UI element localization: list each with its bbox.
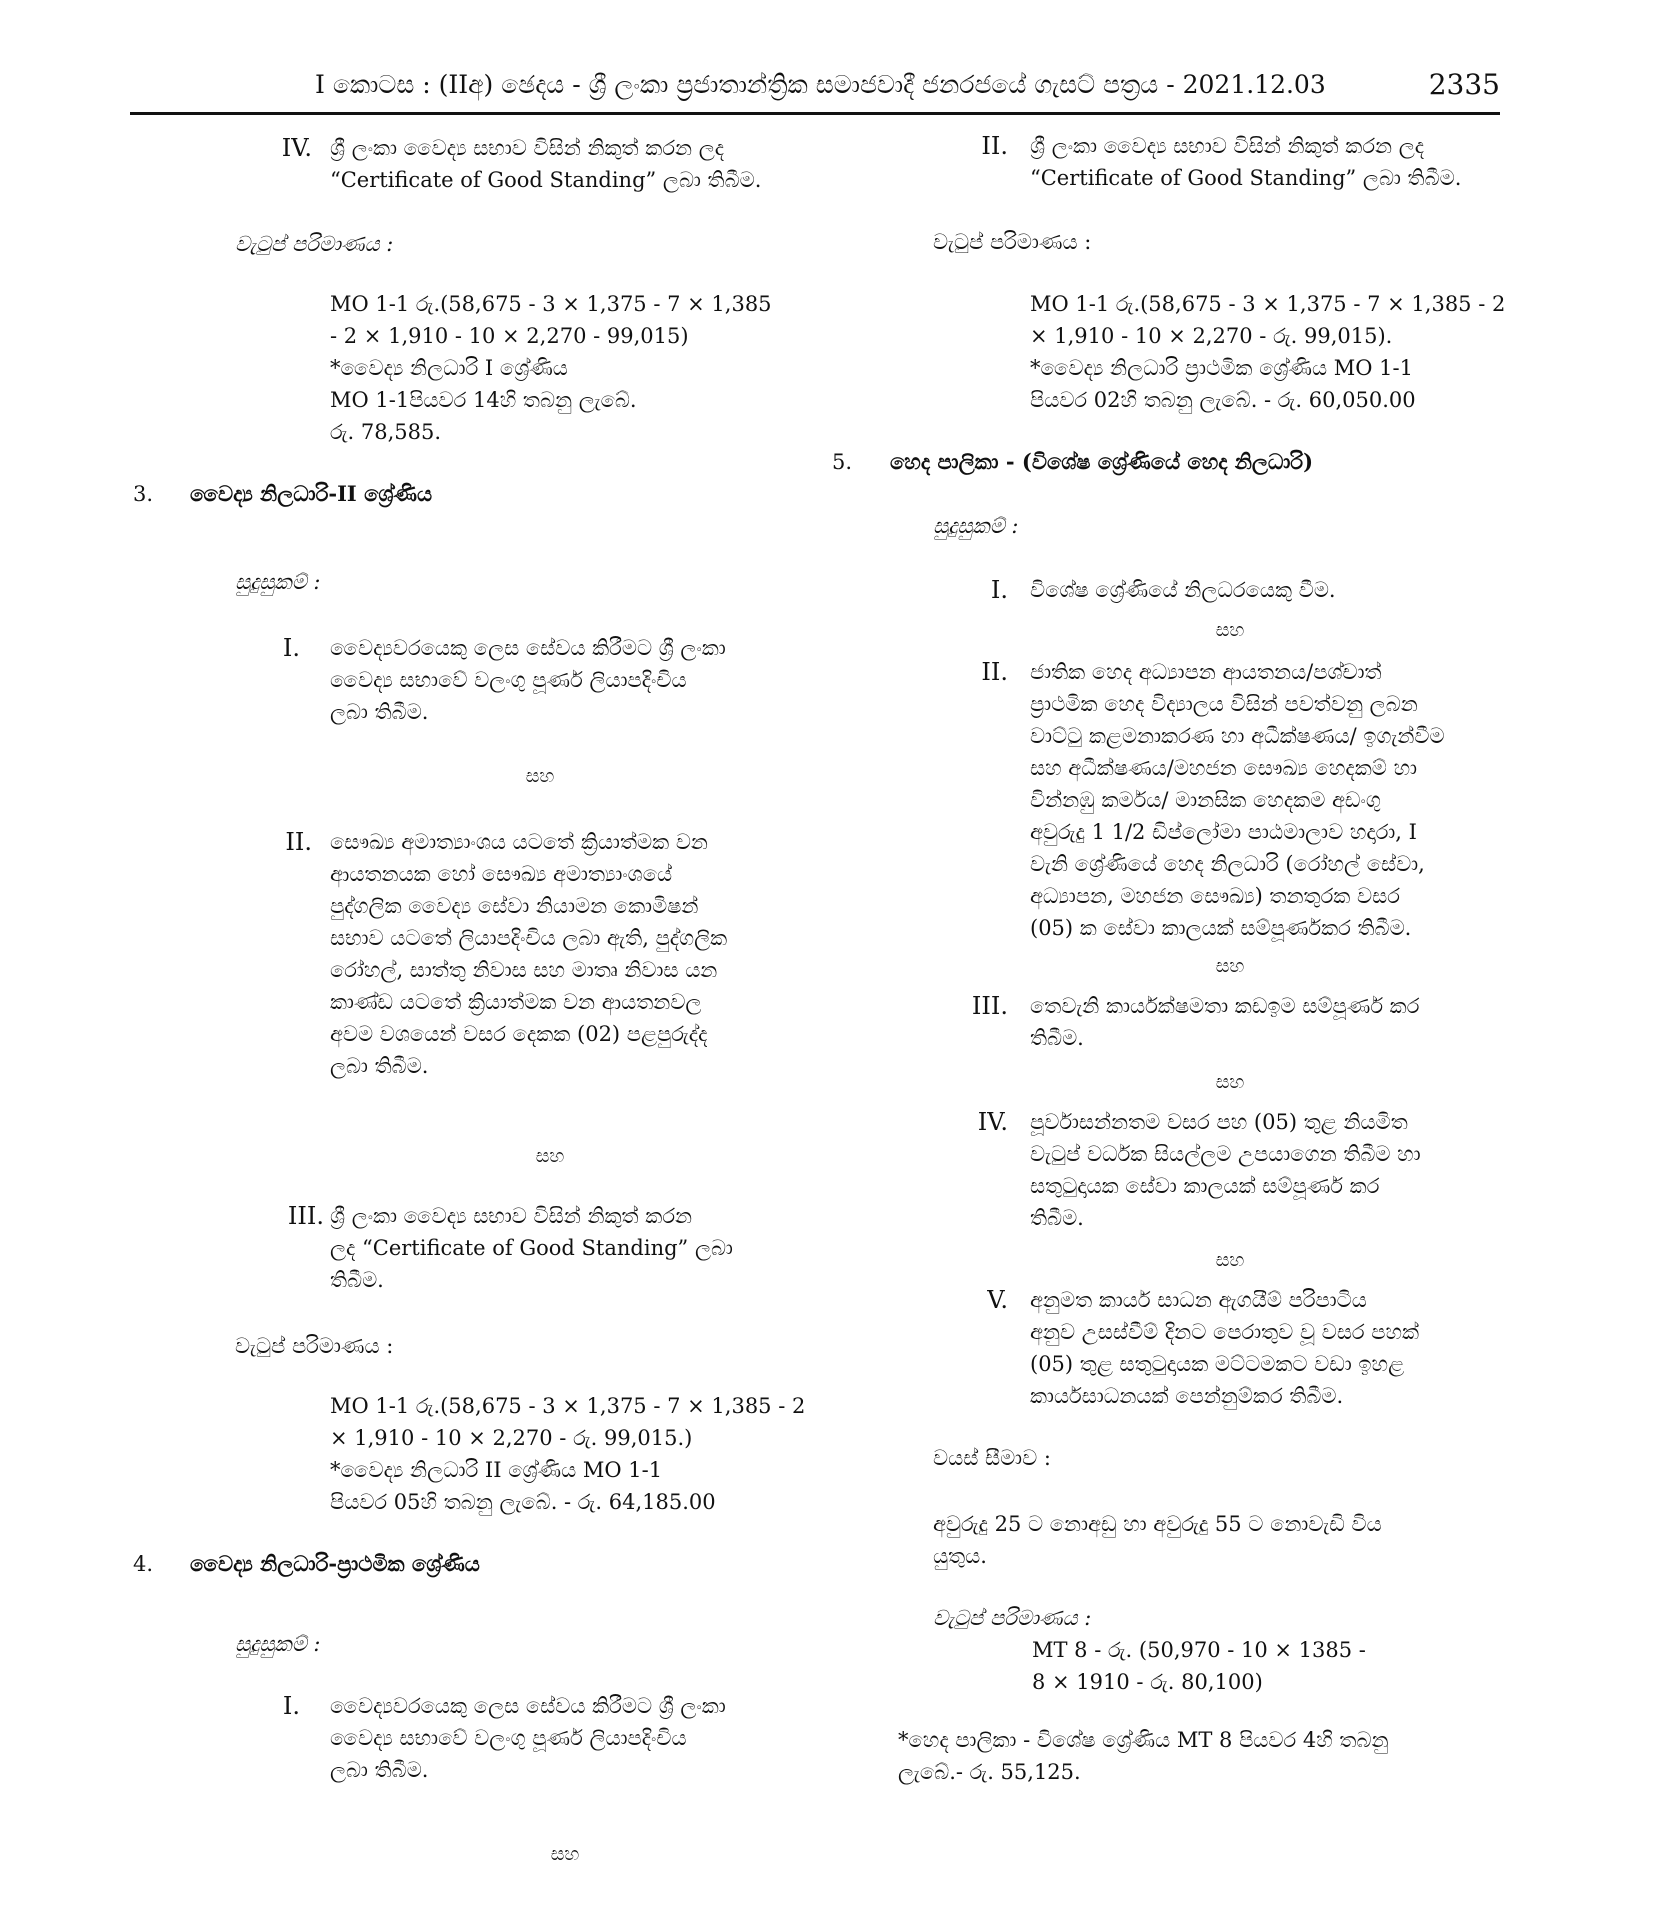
requirement-text <box>1030 656 1500 944</box>
requirement-text <box>1030 130 1500 194</box>
salary-scale-details <box>1032 1634 1366 1698</box>
text-line: සෞඛ්‍ය අමාත්‍යාංශය යටතේ ක්‍රියාත්මක වන <box>330 830 708 854</box>
text-line: කාර්යසාධනයක් පෙන්නුම්කර තිබීම. <box>1030 1384 1344 1408</box>
requirement-text <box>330 632 800 728</box>
salary-note <box>898 1724 1498 1788</box>
header-rule <box>130 112 1500 115</box>
section-number: 5. <box>832 450 853 474</box>
text-line: ශ්‍රී ලංකා වෛද්‍ය සභාව විසින් නිකුත් කරන ලද <box>1030 134 1425 158</box>
and-separator: සහ <box>525 765 555 787</box>
text-line: *වෛද්‍ය නිලධාරි I ශ්‍රේණිය <box>330 356 568 380</box>
item-number: III. <box>971 992 1008 1020</box>
text-line: යුතුය. <box>933 1544 987 1568</box>
text-line: විශේෂ ශ්‍රේණියේ නිලධරයෙකු වීම. <box>1030 578 1336 602</box>
text-line: තිබීම. <box>1030 1026 1084 1050</box>
requirement-text <box>1030 990 1500 1054</box>
text-line: රෝහල්, සාත්තු නිවාස සහ මාතෘ නිවාස යන <box>330 958 718 982</box>
text-line: රු. 78,585. <box>330 420 442 444</box>
text-line: වෛද්‍යවරයෙකු ලෙස සේවය කිරීමට ශ්‍රී ලංකා <box>330 636 726 660</box>
requirement-text <box>1030 574 1500 606</box>
section-heading: හෙද පාලිකා - (විශේෂ ශ්‍රේණියේ හෙද නිලධාරි) <box>890 449 1314 474</box>
text-line: අවම වශයෙන් වසර දෙකක (02) පළපුරුද්ද <box>330 1022 708 1046</box>
text-line: *වෛද්‍ය නිලධාරි ප්‍රාථමික ශ්‍රේණිය MO 1-1 <box>1030 356 1413 380</box>
text-line: අනුව උසස්වීම් දිනට පෙරාතුව වූ වසර පහක් <box>1030 1320 1420 1344</box>
salary-scale-label: වැටුප් පරිමාණය : <box>235 1334 394 1358</box>
text-line: ශ්‍රී ලංකා වෛද්‍ය සභාව විසින් නිකුත් කරන <box>330 1204 693 1228</box>
and-separator: සහ <box>550 1843 580 1865</box>
section-heading: වෛද්‍ය නිලධාරි-II ශ්‍රේණිය <box>190 481 433 506</box>
text-line: (05) තුළ සතුටුදායක මට්ටමකට වඩා ඉහළ <box>1030 1352 1405 1376</box>
salary-scale-details <box>1030 288 1505 416</box>
text-line: ප්‍රාථමික හෙද විද්‍යාලය විසින් පවත්වනු ලබන <box>1030 692 1418 716</box>
text-line: “Certificate of Good Standing” ලබා තිබීම. <box>1030 166 1462 190</box>
text-line: ජාතික හෙද අධ්‍යාපන ආයතනය/පශ්චාත් <box>1030 660 1382 684</box>
section-number: 3. <box>133 482 154 506</box>
text-line: වැටුප් වර්ධක සියල්ලම උපයාගෙන තිබීම හා <box>1030 1142 1421 1166</box>
text-line: අවුරුදු 25 ට නොඅඩු හා අවුරුදු 55 ට නොවැඩි විය <box>933 1512 1382 1536</box>
text-line: පුද්ගලික වෛද්‍ය සේවා නියාමන කොමිෂන් <box>330 894 699 918</box>
text-line: පියවර 05හි තබනු ලැබේ. - රු. 64,185.00 <box>330 1490 716 1514</box>
text-line: × 1,910 - 10 × 2,270 - රු. 99,015). <box>1030 324 1393 348</box>
gazette-title: I කොටස : (IIඅ) ඡෙදය - ශ්‍රී ලංකා ප්‍රජාතාන්ත්‍රික සමාජවාදී ජනරජයේ ගැසට් පත්‍රය - 2021.12.03 <box>315 70 1326 99</box>
text-line: වින්නඹු කර්මය/ මානසික හෙදකම අඩංගු <box>1030 788 1381 812</box>
text-line: වෛද්‍ය සභාවේ වලංගු පූර්ණ ලියාපදිංචිය <box>330 668 687 692</box>
item-number: IV. <box>281 134 312 162</box>
text-line: සහ අධීක්ෂණය/මහජන සෞඛ්‍ය හෙදකම් හා <box>1030 756 1418 780</box>
qualifications-label: සුදුසුකම් : <box>933 514 1019 538</box>
salary-scale-details <box>330 288 772 448</box>
section-number: 4. <box>133 1552 154 1576</box>
text-line: තිබීම. <box>330 1268 384 1292</box>
text-line: *හෙද පාලිකා - විශේෂ ශ්‍රේණිය MT 8 පියවර 4හි තබනු <box>898 1728 1389 1752</box>
text-line: වෛද්‍යවරයෙකු ලෙස සේවය කිරීමට ශ්‍රී ලංකා <box>330 1694 726 1718</box>
text-line: අවුරුදු 1 1/2 ඩිප්ලෝමා පාඨමාලාව හදාරා, I <box>1030 820 1417 844</box>
text-line: × 1,910 - 10 × 2,270 - රු. 99,015.) <box>330 1426 693 1450</box>
text-line: MO 1-1පියවර 14හි තබනු ලැබේ. <box>330 388 637 412</box>
text-line: ලබා තිබීම. <box>330 1054 429 1078</box>
page-number: 2335 <box>1428 68 1500 101</box>
text-line: පූර්වාසන්නතම වසර පහ (05) තුළ නියමිත <box>1030 1110 1408 1134</box>
salary-scale-label: වැටුප් පරිමාණය : <box>235 232 394 256</box>
text-line: සතුටුදායක සේවා කාලයක් සම්පූර්ණ කර <box>1030 1174 1380 1198</box>
and-separator: සහ <box>1215 1249 1245 1271</box>
section-heading: වෛද්‍ය නිලධාරි-ප්‍රාථමික ශ්‍රේණිය <box>190 1551 480 1576</box>
and-separator: සහ <box>535 1145 565 1167</box>
item-number: II. <box>981 132 1008 160</box>
text-line: “Certificate of Good Standing” ලබා තිබීම. <box>330 168 762 192</box>
salary-scale-label: වැටුප් පරිමාණය : <box>933 1606 1092 1630</box>
text-line: - 2 × 1,910 - 10 × 2,270 - 99,015) <box>330 324 689 348</box>
salary-scale-label: වැටුප් පරිමාණය : <box>933 230 1092 254</box>
item-number: I. <box>282 634 300 662</box>
text-line: 8 × 1910 - රු. 80,100) <box>1032 1670 1263 1694</box>
text-line: අධ්‍යාපන, මහජන සෞඛ්‍ය) තනතුරක වසර <box>1030 884 1400 908</box>
text-line: සභාව යටතේ ලියාපදිංචිය ලබා ඇති, පුද්ගලික <box>330 926 728 950</box>
text-line: MO 1-1 රු.(58,675 - 3 × 1,375 - 7 × 1,385 - 2 <box>1030 292 1506 316</box>
text-line: ලැබේ.- රු. 55,125. <box>898 1760 1081 1784</box>
text-line: ආයතනයක හෝ සෞඛ්‍ය අමාත්‍යාංශයේ <box>330 862 673 886</box>
requirement-text <box>330 1690 800 1786</box>
requirement-text <box>330 826 800 1082</box>
text-line: ශ්‍රී ලංකා වෛද්‍ය සභාව විසින් නිකුත් කරන ලද <box>330 136 725 160</box>
text-line: ලබා තිබීම. <box>330 700 429 724</box>
age-limit-label: වයස් සීමාව : <box>933 1446 1051 1470</box>
and-separator: සහ <box>1215 619 1245 641</box>
text-line: වෛද්‍ය සභාවේ වලංගු පූර්ණ ලියාපදිංචිය <box>330 1726 687 1750</box>
text-line: MO 1-1 රු.(58,675 - 3 × 1,375 - 7 × 1,385 <box>330 292 772 316</box>
age-limit-text <box>933 1508 1493 1572</box>
text-line: MO 1-1 රු.(58,675 - 3 × 1,375 - 7 × 1,385 - 2 <box>330 1394 806 1418</box>
requirement-text <box>330 132 800 196</box>
requirement-text <box>330 1200 800 1296</box>
text-line: තිබීම. <box>1030 1206 1084 1230</box>
item-number: III. <box>287 1202 324 1230</box>
qualifications-label: සුදුසුකම් : <box>235 1632 321 1656</box>
text-line: තෙවැනි කාර්යක්ෂමතා කඩඉම සම්පූර්ණ කර <box>1030 994 1420 1018</box>
item-number: V. <box>987 1286 1008 1314</box>
text-line: වාට්ටු කළමනාකරණ හා අධීක්ෂණය/ ඉගැන්වීම <box>1030 724 1445 748</box>
qualifications-label: සුදුසුකම් : <box>235 570 321 594</box>
item-number: II. <box>285 828 312 856</box>
text-line: ලද “Certificate of Good Standing” ලබා <box>330 1236 733 1260</box>
item-number: I. <box>282 1692 300 1720</box>
text-line: අනුමත කාර්ය සාධන ඇගයීම් පරිපාටිය <box>1030 1288 1367 1312</box>
and-separator: සහ <box>1215 955 1245 977</box>
item-number: IV. <box>977 1108 1008 1136</box>
and-separator: සහ <box>1215 1071 1245 1093</box>
page-header <box>130 62 1500 112</box>
requirement-text <box>1030 1106 1500 1234</box>
text-line: ලබා තිබීම. <box>330 1758 429 1782</box>
text-line: වැනි ශ්‍රේණියේ හෙද නිලධාරි (රෝහල් සේවා, <box>1030 852 1425 876</box>
item-number: II. <box>981 658 1008 686</box>
item-number: I. <box>990 576 1008 604</box>
text-line: කාණ්ඩ යටතේ ක්‍රියාත්මක වන ආයතනවල <box>330 990 702 1014</box>
salary-scale-details <box>330 1390 805 1518</box>
text-line: MT 8 - රු. (50,970 - 10 × 1385 - <box>1032 1638 1366 1662</box>
text-line: (05) ක සේවා කාලයක් සම්පූර්ණකර තිබීම. <box>1030 916 1412 940</box>
requirement-text <box>1030 1284 1500 1412</box>
text-line: *වෛද්‍ය නිලධාරි II ශ්‍රේණිය MO 1-1 <box>330 1458 663 1482</box>
text-line: පියවර 02හි තබනු ලැබේ. - රු. 60,050.00 <box>1030 388 1416 412</box>
